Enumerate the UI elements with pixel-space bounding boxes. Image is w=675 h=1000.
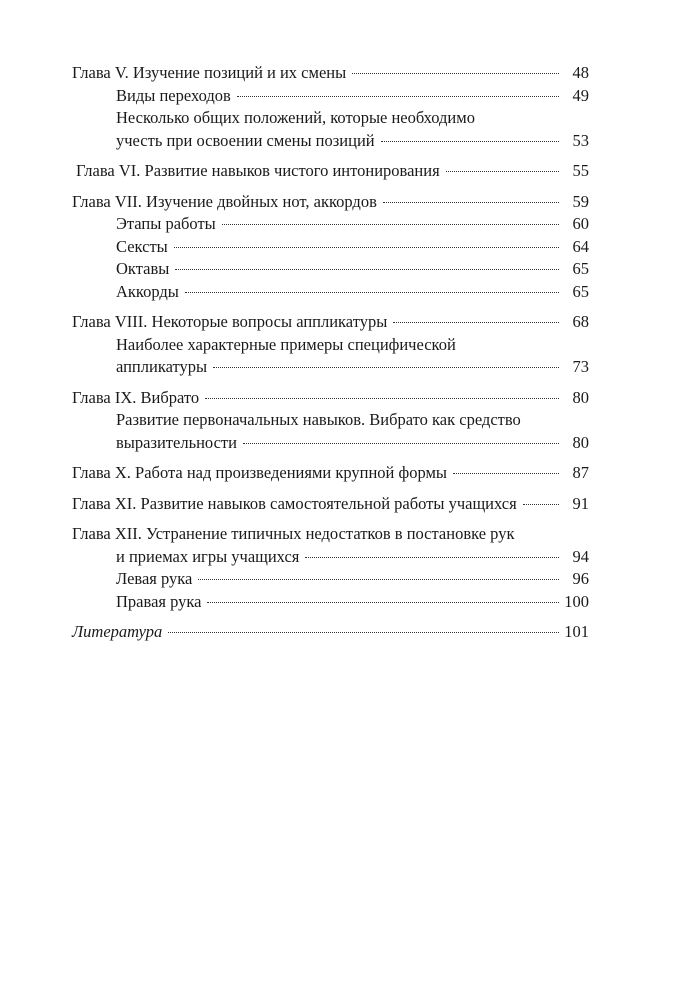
toc-entry-vibrato-skills[interactable] bbox=[72, 409, 589, 454]
entry-title-line-1: Несколько общих положений, которые необходимо bbox=[116, 108, 475, 127]
entry-title: Глава VII. Изучение двойных нот, аккордов bbox=[72, 191, 377, 211]
entry-title: Литература bbox=[72, 622, 163, 641]
page-number: 53 bbox=[572, 130, 589, 150]
dot-leader bbox=[185, 292, 559, 293]
entry-title-line-1: Глава XII. Устранение типичных недостатков в постановке рук bbox=[72, 524, 515, 543]
toc-entry-chapter-8[interactable] bbox=[72, 311, 589, 334]
dot-leader bbox=[453, 473, 559, 474]
toc-entry-chapter-9[interactable] bbox=[72, 387, 589, 410]
entry-title-line-2: учесть при освоении смены позиций bbox=[116, 130, 375, 150]
dot-leader bbox=[222, 224, 559, 225]
dot-leader bbox=[381, 141, 559, 142]
dot-leader bbox=[393, 322, 559, 323]
page-number: 49 bbox=[572, 85, 589, 105]
entry-title: Виды переходов bbox=[116, 85, 231, 105]
toc-entry-chapter-11[interactable] bbox=[72, 493, 589, 516]
entry-title: Сексты bbox=[116, 236, 168, 256]
toc-entry-transition-types[interactable] bbox=[72, 85, 589, 108]
toc-entry-chords[interactable] bbox=[72, 281, 589, 304]
entry-title-line-2: выразительности bbox=[116, 432, 237, 452]
entry-title: Октавы bbox=[116, 259, 170, 278]
toc-entry-chapter-12[interactable] bbox=[72, 523, 589, 568]
dot-leader bbox=[174, 247, 559, 248]
entry-title-line-2: аппликатуры bbox=[116, 357, 208, 376]
page-number: 73 bbox=[572, 357, 589, 376]
entry-title-line-1: Развитие первоначальных навыков. Вибрато как средство bbox=[116, 410, 521, 429]
dot-leader bbox=[207, 602, 559, 603]
entry-title: Глава X. Работа над произведениями крупной формы bbox=[72, 463, 447, 482]
page-number: 80 bbox=[572, 432, 589, 452]
page-number: 100 bbox=[564, 591, 589, 611]
page-number: 87 bbox=[572, 463, 589, 482]
entry-title: Этапы работы bbox=[116, 214, 216, 233]
page-number: 48 bbox=[572, 63, 589, 82]
toc-entry-general-provisions[interactable] bbox=[72, 107, 589, 152]
page-number: 101 bbox=[564, 622, 589, 641]
toc-entry-left-hand[interactable] bbox=[72, 568, 589, 591]
entry-title-line-1: Наиболее характерные примеры специфической bbox=[116, 334, 456, 354]
page-number: 65 bbox=[572, 259, 589, 278]
dot-leader bbox=[168, 632, 559, 633]
entry-title: Глава IX. Вибрато bbox=[72, 387, 200, 407]
entry-title: Глава XI. Развитие навыков самостоятельной работы учащихся bbox=[72, 493, 517, 513]
entry-title: Аккорды bbox=[116, 281, 179, 301]
page-number: 60 bbox=[572, 214, 589, 233]
toc-entry-work-stages[interactable] bbox=[72, 213, 589, 236]
dot-leader bbox=[243, 443, 559, 444]
toc-entry-octaves[interactable] bbox=[72, 258, 589, 281]
entry-title: Левая рука bbox=[116, 569, 193, 588]
dot-leader bbox=[305, 557, 559, 558]
page-number: 65 bbox=[572, 281, 589, 301]
dot-leader bbox=[175, 269, 559, 270]
entry-title: Правая рука bbox=[116, 591, 202, 611]
toc-entry-right-hand[interactable] bbox=[72, 591, 589, 614]
page-number: 91 bbox=[572, 493, 589, 513]
dot-leader bbox=[352, 73, 559, 74]
table-of-contents bbox=[72, 62, 589, 644]
page-number: 64 bbox=[572, 236, 589, 256]
page-number: 68 bbox=[572, 312, 589, 331]
page-number: 94 bbox=[572, 546, 589, 566]
dot-leader bbox=[198, 579, 559, 580]
page-number: 59 bbox=[572, 191, 589, 211]
page-number: 55 bbox=[572, 161, 589, 180]
dot-leader bbox=[383, 202, 559, 203]
entry-title-line-2: и приемах игры учащихся bbox=[116, 546, 300, 566]
dot-leader bbox=[237, 96, 559, 97]
entry-title: Глава VIII. Некоторые вопросы аппликатуры bbox=[72, 312, 388, 331]
page-number: 96 bbox=[572, 569, 589, 588]
toc-entry-chapter-5[interactable] bbox=[72, 62, 589, 85]
page-number: 80 bbox=[572, 387, 589, 407]
dot-leader bbox=[205, 398, 559, 399]
entry-title: Глава V. Изучение позиций и их смены bbox=[72, 63, 347, 82]
toc-entry-chapter-7[interactable] bbox=[72, 191, 589, 214]
toc-entry-chapter-6[interactable] bbox=[72, 160, 589, 183]
dot-leader bbox=[523, 504, 559, 505]
toc-entry-fingering-examples[interactable] bbox=[72, 334, 589, 379]
toc-entry-chapter-10[interactable] bbox=[72, 462, 589, 485]
dot-leader bbox=[213, 367, 559, 368]
entry-title: Глава VI. Развитие навыков чистого интонирования bbox=[76, 161, 440, 180]
toc-entry-literature[interactable] bbox=[72, 621, 589, 644]
dot-leader bbox=[446, 171, 559, 172]
toc-entry-sixths[interactable] bbox=[72, 236, 589, 259]
